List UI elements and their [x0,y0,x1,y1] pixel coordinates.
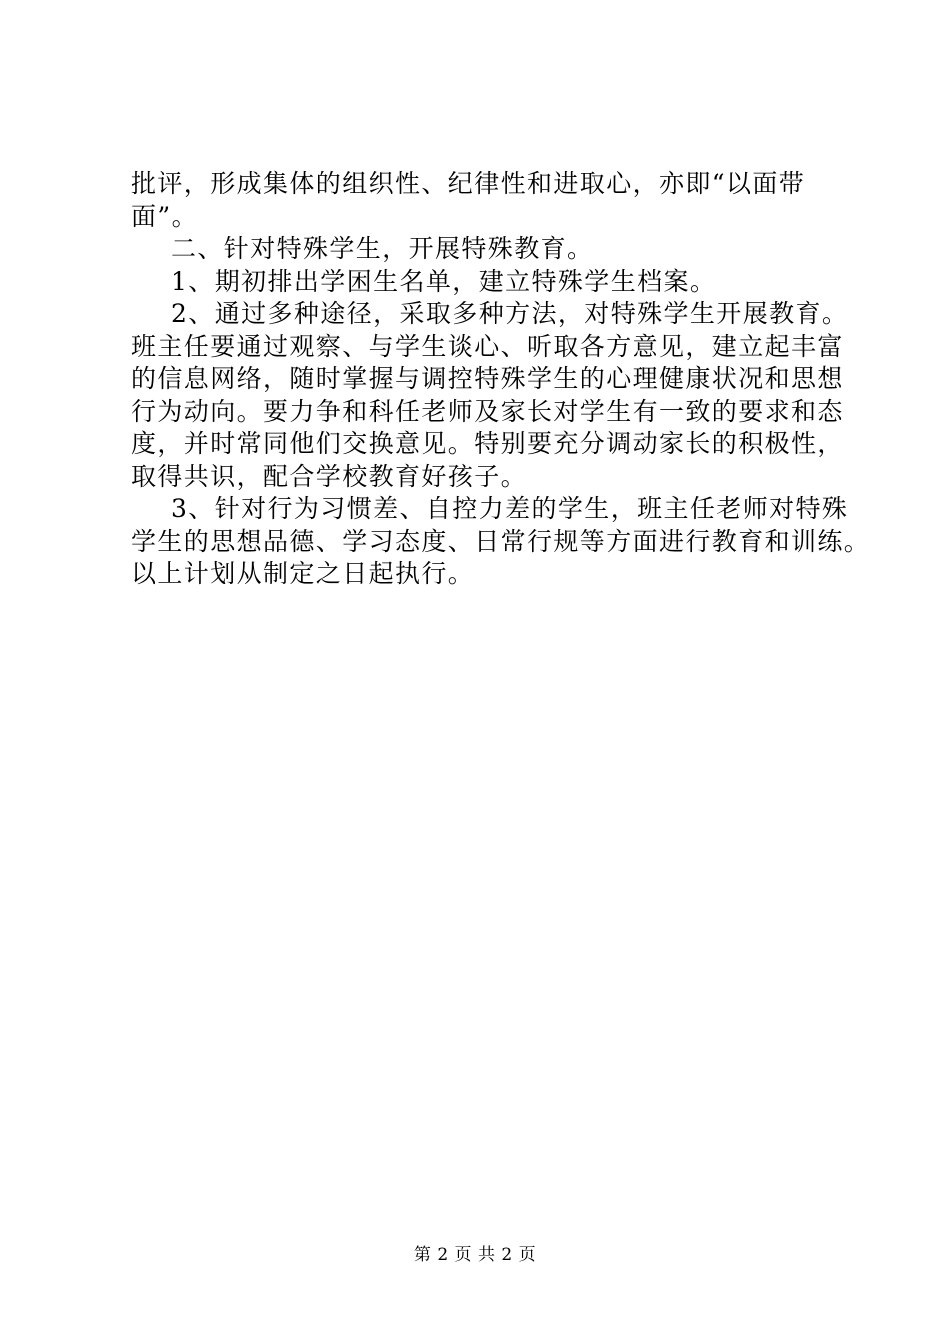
text-line: 批评，形成集体的组织性、纪律性和进取心，亦即“以面带 [131,169,806,198]
text-line: 2、通过多种途径，采取多种方法，对特殊学生开展教育。 [171,299,849,328]
text-line: 3、针对行为习惯差、自控力差的学生，班主任老师对特殊 [171,494,849,523]
text-line: 度，并时常同他们交换意见。特别要充分调动家长的积极性， [131,429,844,458]
page-number: 第 2 页 共 2 页 [413,1245,537,1265]
text-line: 以上计划从制定之日起执行。 [131,559,475,588]
section-heading: 二、针对特殊学生，开展特殊教育。 [171,234,594,263]
text-line: 取得共识，配合学校教育好孩子。 [131,461,528,491]
text-line: 行为动向。要力争和科任老师及家长对学生有一致的要求和态 [131,396,844,426]
text-line: 1、期初排出学困生名单，建立特殊学生档案。 [171,266,717,296]
text-line: 的信息网络，随时掌握与调控特殊学生的心理健康状况和思想 [131,364,844,393]
text-line: 学生的思想品德、学习态度、日常行规等方面进行教育和训练。 [131,526,871,556]
text-line: 面”。 [131,201,198,231]
page-footer [0,1244,950,1266]
text-line: 班主任要通过观察、与学生谈心、听取各方意见，建立起丰富 [131,331,844,361]
document-body [131,168,871,591]
